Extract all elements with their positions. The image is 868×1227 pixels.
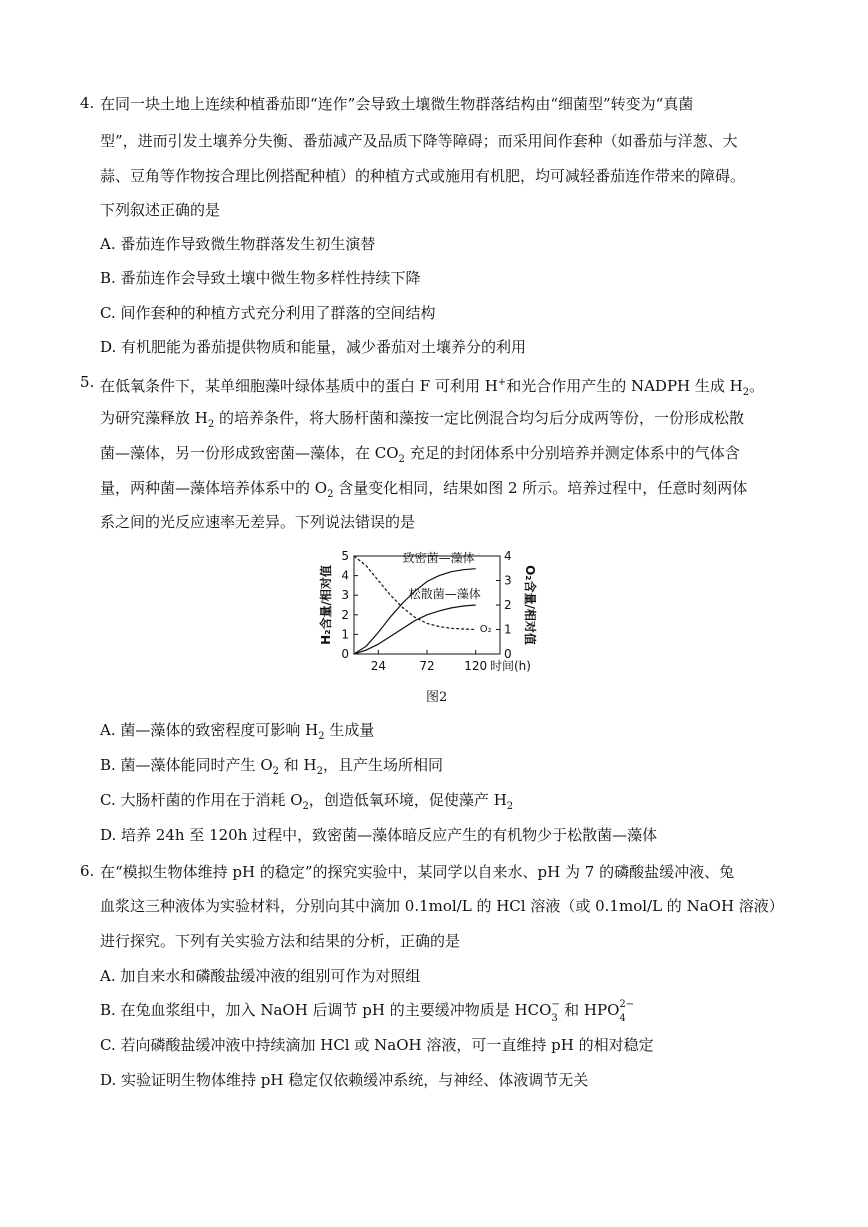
option-b[interactable]: B. 菌—藻体能同时产生 $O_2$ 和 $H_2$，且产生场所相同	[100, 756, 444, 777]
question-text-line: 量，两种菌—藻体培养体系中的 $O_2$ 含量变化相同，结果如图 2 所示。培养过程中，任意时刻两体	[100, 479, 748, 500]
y-left-tick-label: 4	[341, 568, 349, 583]
question-text-line: 在低氧条件下，某单细胞藻叶绿体基质中的蛋白 F 可利用 H+和光合作用产生的 NADPH 生成 $H_2$。	[100, 377, 765, 398]
option-c[interactable]: C. 若向磷酸盐缓冲液中持续滴加 HCl 或 NaOH 溶液，可一直维持 pH 的相对稳定	[100, 1036, 654, 1054]
y-right-tick-label: 0	[504, 647, 512, 661]
question-text-line: 在“模拟生物体维持 pH 的稳定”的探究实验中，某同学以自来水、pH 为 7 的磷酸盐缓冲液、兔	[100, 863, 735, 881]
y-right-tick-label: 3	[504, 573, 512, 588]
y-left-tick-label: 1	[341, 627, 349, 642]
x-tick-label: 120	[464, 659, 488, 673]
y-left-axis-label: H₂含量/相对值	[319, 565, 333, 645]
y-left-tick-label: 2	[341, 607, 349, 622]
option-c[interactable]: C. 间作套种的种植方式充分利用了群落的空间结构	[100, 304, 436, 322]
option-a[interactable]: A. 菌—藻体的致密程度可影响 $H_2$ 生成量	[100, 721, 375, 742]
question-number: 4.	[80, 94, 95, 112]
y-left-tick-label: 3	[341, 588, 349, 603]
y-left-tick-label: 5	[341, 549, 349, 563]
y-right-tick-label: 2	[504, 598, 512, 612]
y-left-tick-label: 0	[341, 647, 349, 661]
option-b[interactable]: B. 在兔血浆组中，加入 NaOH 后调节 pH 的主要缓冲物质是 HCO − 3 和 HPO 2− 4	[100, 999, 635, 1024]
series-label: 致密菌—藻体	[402, 550, 475, 565]
series-line-0	[354, 569, 476, 654]
y-right-tick-label: 1	[504, 622, 512, 637]
series-label: O₂	[479, 623, 492, 635]
question-text-line: 菌—藻体，另一份形成致密菌—藻体，在 $CO_2$ 充足的封闭体系中分别培养并测定体系中的气体含	[100, 444, 740, 465]
question-text-line: 在同一块土地上连续种植番茄即“连作”会导致土壤微生物群落结构由“细菌型”转变为“真菌	[100, 95, 694, 113]
series-line-1	[354, 605, 476, 654]
question-text-line: 系之间的光反应速率无差异。下列说法错误的是	[100, 513, 416, 531]
question-text-line: 进行探究。下列有关实验方法和结果的分析，正确的是	[100, 932, 461, 950]
x-tick-label: 72	[419, 659, 435, 673]
question-text-line: 蒜、豆角等作物按合理比例搭配种植）的种植方式或施用有机肥，均可减轻番茄连作带来的障碍。	[100, 167, 746, 185]
option-c[interactable]: C. 大肠杆菌的作用在于消耗 $O_2$，创造低氧环境，促使藻产 $H_2$	[100, 791, 514, 812]
option-d[interactable]: D. 有机肥能为番茄提供物质和能量，减少番茄对土壤养分的利用	[100, 338, 527, 356]
option-d[interactable]: D. 培养 24h 至 120h 过程中，致密菌—藻体暗反应产生的有机物少于松散菌—藻体	[100, 826, 658, 844]
x-axis-label: 时间(h)	[490, 659, 531, 673]
question-number: 5.	[80, 373, 95, 391]
question-text-line: 型”，进而引发土壤养分失衡、番茄减产及品质下降等障碍；而采用间作套种（如番茄与洋葱、大	[100, 132, 738, 150]
y-right-axis-label: O₂含量/相对值	[523, 565, 537, 645]
question-number: 6.	[80, 862, 95, 880]
question-text-line: 下列叙述正确的是	[100, 201, 221, 219]
figure-caption: 图2	[426, 690, 448, 705]
option-d[interactable]: D. 实验证明生物体维持 pH 稳定仅依赖缓冲系统，与神经、体液调节无关	[100, 1071, 589, 1089]
question-text-line: 血浆这三种液体为实验材料，分别向其中滴加 0.1mol/L 的 HCl 溶液（或 0.1mol/L 的 NaOH 溶液）	[100, 897, 784, 915]
option-b[interactable]: B. 番茄连作会导致土壤中微生物多样性持续下降	[100, 269, 421, 287]
question-text-line: 为研究藻释放 $H_2$ 的培养条件，将大肠杆菌和藻按一定比例混合均匀后分成两等份，一份形成松散	[100, 409, 745, 430]
option-a[interactable]: A. 番茄连作导致微生物群落发生初生演替	[100, 235, 376, 253]
series-label: 松散菌—藻体	[408, 587, 481, 602]
h2-o2-line-chart	[318, 546, 548, 706]
y-right-tick-label: 4	[504, 549, 512, 563]
option-a[interactable]: A. 加自来水和磷酸盐缓冲液的组别可作为对照组	[100, 967, 421, 985]
plot-frame	[354, 556, 500, 654]
x-tick-label: 24	[370, 659, 386, 673]
